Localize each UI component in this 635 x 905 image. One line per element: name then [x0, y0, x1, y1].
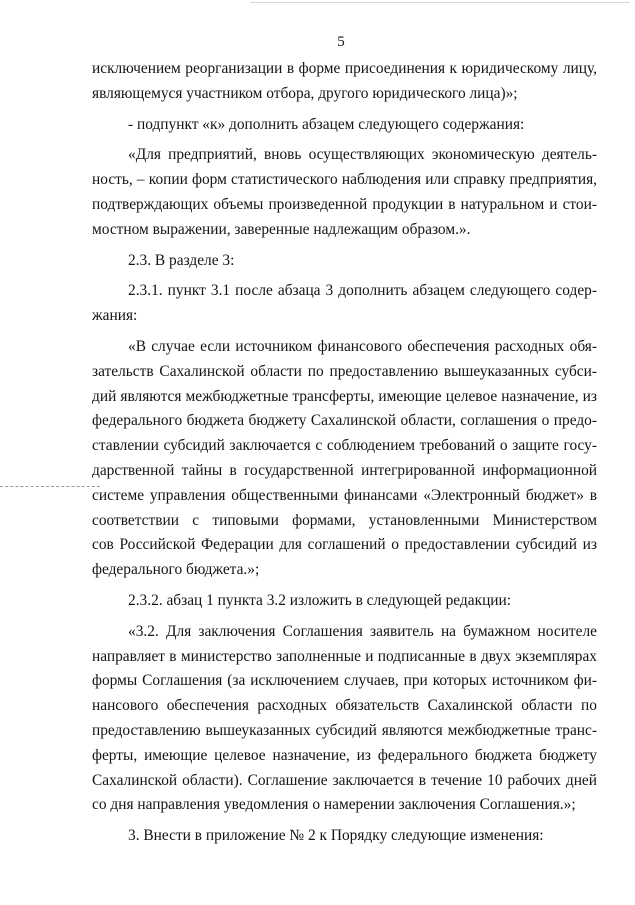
scan-edge-line — [250, 2, 630, 3]
body-line: федерального бюджета бюджету Сахалинской области, соглашения о предо- — [92, 412, 597, 430]
body-line: со дня направления уведомления о намерении заключения Соглашения.»; — [92, 796, 576, 814]
body-line: являющемуся участником отбора, другого юридического лица)»; — [92, 84, 518, 102]
body-line: мостном выражении, заверенные надлежащим образом.». — [92, 220, 471, 238]
body-line: направляет в министерство заполненные и подписанные в двух экземплярах — [92, 647, 597, 665]
body-line: ность, – копии форм статистического наблюдения или справку предприятия, — [92, 171, 597, 189]
body-line: дий являются межбюджетные трансферты, имеющие целевое назначение, из — [92, 387, 597, 405]
body-line: 2.3.2. абзац 1 пункта 3.2 изложить в следующей редакции: — [128, 591, 512, 609]
body-line: жания: — [92, 307, 138, 325]
body-line: - подпункт «к» дополнить абзацем следующего содержания: — [128, 115, 525, 133]
body-line: нансового обеспечения расходных обязательств Сахалинской области по — [92, 697, 597, 715]
body-line: формы Соглашения (за исключением случаев, при которых источником фи- — [92, 672, 597, 690]
body-line: 2.3.1. пункт 3.1 после абзаца 3 дополнить абзацем следующего содер- — [128, 282, 597, 300]
body-line: соответствии с типовыми формами, установленными Министерством — [92, 511, 597, 529]
body-line: ферты, имеющие целевое назначение, из федерального бюджета бюджету — [92, 746, 597, 764]
body-line: сов Российской Федерации для соглашений о предоставлении субсидий из — [92, 536, 597, 554]
body-line: ставлении субсидий заключается с соблюдением требований о защите госу- — [92, 437, 597, 455]
body-line: федерального бюджета.»; — [92, 561, 260, 579]
body-line: Сахалинской области). Соглашение заключается в течение 10 рабочих дней — [92, 771, 597, 789]
body-line: «Для предприятий, вновь осуществляющих экономическую деятель- — [128, 146, 597, 164]
scan-artifact-line — [0, 486, 100, 487]
body-line: системе управления общественными финансами «Электронный бюджет» в — [92, 486, 597, 504]
body-line: «3.2. Для заключения Соглашения заявитель на бумажном носителе — [128, 622, 597, 640]
body-line: подтверждающих объемы произведенной продукции в натуральном и стои- — [92, 195, 597, 213]
body-line: 3. Внести в приложение № 2 к Порядку следующие изменения: — [128, 827, 544, 845]
body-line: предоставлению вышеуказанных субсидий являются межбюджетные транс- — [92, 721, 597, 739]
body-line: зательств Сахалинской области по предоставлению вышеуказанных субси- — [92, 362, 597, 380]
document-body — [92, 57, 597, 849]
body-line: 2.3. В разделе 3: — [128, 251, 235, 269]
body-line: «В случае если источником финансового обеспечения расходных обя- — [128, 337, 597, 355]
body-line: исключением реорганизации в форме присоединения к юридическому лицу, — [92, 60, 597, 77]
page-number: 5 — [337, 34, 345, 50]
body-line: дарственной тайны в государственной интегрированной информационной — [92, 461, 597, 479]
